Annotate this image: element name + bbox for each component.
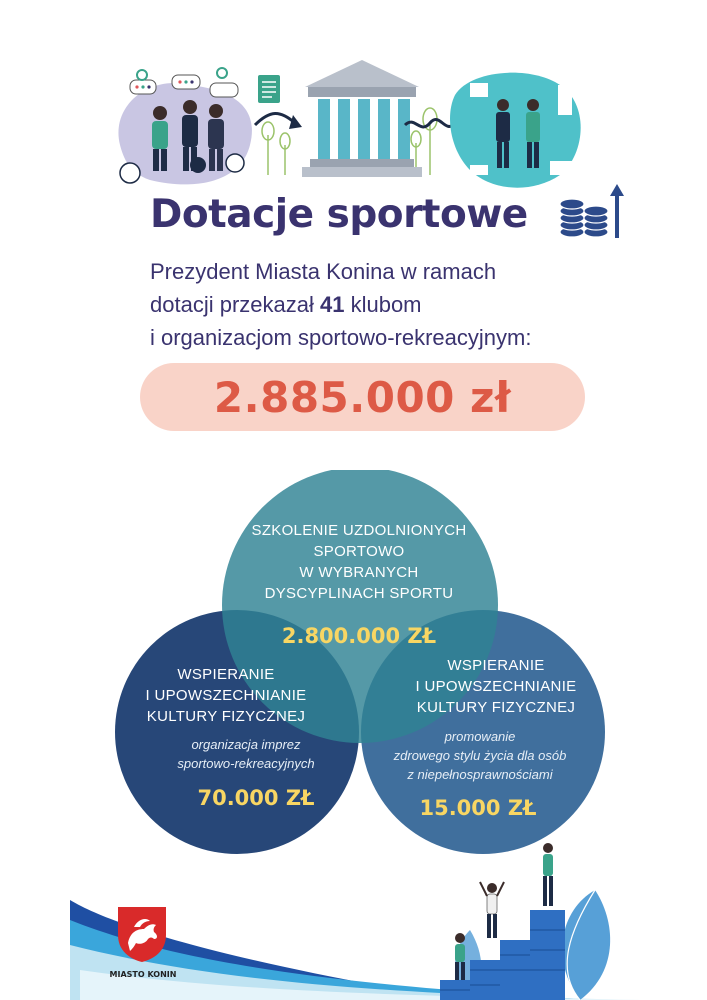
top-circle-title <box>228 520 490 604</box>
right-circle-description <box>370 727 590 784</box>
right-desc-line-1: promowanie <box>444 729 516 744</box>
total-amount-pill <box>140 363 585 431</box>
right-circle-amount: 15.000 ZŁ <box>419 796 537 820</box>
top-title-line-2: SPORTOWO <box>313 543 405 560</box>
top-title-line-1: SZKOLENIE UZDOLNIONYCH <box>251 522 467 539</box>
right-title-line-2: I UPOWSZECHNIANIE <box>415 678 577 695</box>
success-stairs-illustration <box>430 830 630 1000</box>
left-circle-amount: 70.000 ZŁ <box>197 786 315 810</box>
hero-illustration <box>110 55 600 195</box>
government-building-icon <box>302 60 422 177</box>
right-title-line-1: WSPIERANIE <box>447 657 545 674</box>
total-amount: 2.885.000 zł <box>213 372 512 422</box>
city-logo-text: MIASTO KONIN <box>109 970 177 979</box>
top-title-line-3: W WYBRANYCH <box>299 564 419 581</box>
right-desc-line-3: z niepełnosprawnościami <box>407 767 553 782</box>
right-desc-line-2: zdrowego stylu życia dla osób <box>393 748 567 763</box>
clubs-count: 41 <box>319 292 345 317</box>
top-title-line-4: DYSCYPLINACH SPORTU <box>264 585 454 602</box>
intro-text <box>150 255 620 354</box>
left-desc-line-2: sportowo-rekreacyjnych <box>177 756 315 771</box>
top-circle-amount: 2.800.000 ZŁ <box>281 624 437 648</box>
document-icon <box>258 75 280 103</box>
intro-line-2-start: dotacji przekazał <box>150 292 320 317</box>
coins-growth-icon <box>558 182 626 240</box>
left-title-line-1: WSPIERANIE <box>177 666 275 683</box>
left-title-line-3: KULTURY FIZYCZNEJ <box>146 708 306 725</box>
intro-line-3: i organizacjom sportowo-rekreacyjnym: <box>150 325 532 350</box>
intro-line-2 <box>150 288 620 321</box>
people-group-icon <box>152 100 224 171</box>
left-title-line-2: I UPOWSZECHNIANIE <box>145 687 307 704</box>
city-coat-of-arms-icon <box>116 905 168 963</box>
right-circle-title <box>400 655 592 718</box>
intro-line-2-end: klubom <box>344 292 422 317</box>
left-desc-line-1: organizacja imprez <box>191 737 301 752</box>
intro-line-1: Prezydent Miasta Konina w ramach <box>150 259 497 284</box>
left-circle-title <box>128 664 324 727</box>
right-title-line-3: KULTURY FIZYCZNEJ <box>416 699 576 716</box>
left-circle-description <box>150 735 342 773</box>
curved-arrow-icon <box>255 113 295 125</box>
page-title: Dotacje sportowe <box>150 192 528 237</box>
